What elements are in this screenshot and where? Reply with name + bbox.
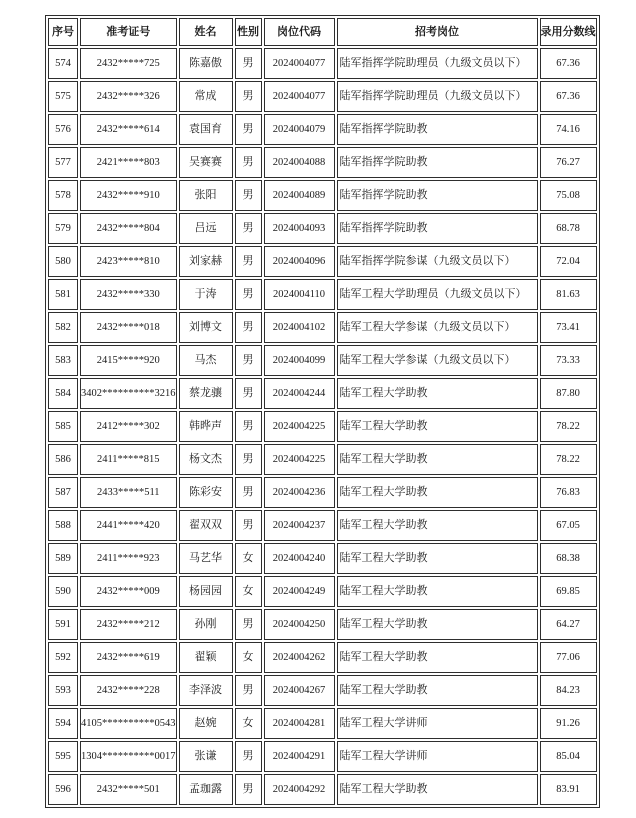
cell-gender: 男 bbox=[235, 114, 262, 145]
cell-score: 67.05 bbox=[540, 510, 597, 541]
cell-exam-id: 2432*****614 bbox=[80, 114, 177, 145]
cell-serial: 596 bbox=[48, 774, 78, 805]
table-row bbox=[48, 114, 597, 145]
cell-name: 马艺华 bbox=[179, 543, 233, 574]
cell-position-code: 2024004089 bbox=[264, 180, 335, 211]
cell-score: 78.22 bbox=[540, 411, 597, 442]
cell-position-code: 2024004237 bbox=[264, 510, 335, 541]
cell-gender: 男 bbox=[235, 213, 262, 244]
table-row bbox=[48, 444, 597, 475]
table-row bbox=[48, 213, 597, 244]
cell-score: 91.26 bbox=[540, 708, 597, 739]
cell-exam-id: 2423*****810 bbox=[80, 246, 177, 277]
table-row bbox=[48, 642, 597, 673]
table-row bbox=[48, 708, 597, 739]
cell-position-code: 2024004077 bbox=[264, 48, 335, 79]
cell-position-code: 2024004281 bbox=[264, 708, 335, 739]
cell-serial: 583 bbox=[48, 345, 78, 376]
cell-exam-id: 2415*****920 bbox=[80, 345, 177, 376]
cell-serial: 579 bbox=[48, 213, 78, 244]
cell-position-code: 2024004292 bbox=[264, 774, 335, 805]
table-row bbox=[48, 609, 597, 640]
table-row bbox=[48, 180, 597, 211]
cell-position-code: 2024004249 bbox=[264, 576, 335, 607]
table-row bbox=[48, 378, 597, 409]
table-row bbox=[48, 345, 597, 376]
header-row bbox=[48, 18, 597, 46]
cell-name: 袁国育 bbox=[179, 114, 233, 145]
cell-score: 73.41 bbox=[540, 312, 597, 343]
cell-position: 陆军工程大学讲师 bbox=[337, 708, 538, 739]
cell-position-code: 2024004267 bbox=[264, 675, 335, 706]
cell-score: 76.27 bbox=[540, 147, 597, 178]
cell-position: 陆军工程大学助教 bbox=[337, 543, 538, 574]
header-position-code: 岗位代码 bbox=[264, 18, 335, 46]
cell-exam-id: 2432*****009 bbox=[80, 576, 177, 607]
header-serial: 序号 bbox=[48, 18, 78, 46]
table-row bbox=[48, 510, 597, 541]
table-header bbox=[48, 18, 597, 46]
cell-exam-id: 3402**********3216 bbox=[80, 378, 177, 409]
cell-score: 64.27 bbox=[540, 609, 597, 640]
cell-exam-id: 2432*****212 bbox=[80, 609, 177, 640]
cell-position-code: 2024004250 bbox=[264, 609, 335, 640]
table-row bbox=[48, 741, 597, 772]
cell-serial: 585 bbox=[48, 411, 78, 442]
cell-position: 陆军工程大学助教 bbox=[337, 411, 538, 442]
cell-gender: 男 bbox=[235, 147, 262, 178]
table-row bbox=[48, 411, 597, 442]
header-name: 姓名 bbox=[179, 18, 233, 46]
table-row bbox=[48, 774, 597, 805]
cell-position: 陆军工程大学助教 bbox=[337, 609, 538, 640]
cell-name: 吕远 bbox=[179, 213, 233, 244]
cell-exam-id: 2441*****420 bbox=[80, 510, 177, 541]
score-table bbox=[45, 15, 600, 808]
header-score: 录用分数线 bbox=[540, 18, 597, 46]
table-body bbox=[48, 48, 597, 805]
cell-position: 陆军工程大学助教 bbox=[337, 444, 538, 475]
cell-serial: 576 bbox=[48, 114, 78, 145]
cell-position: 陆军指挥学院助理员（九级文员以下） bbox=[337, 48, 538, 79]
table-row bbox=[48, 279, 597, 310]
cell-gender: 女 bbox=[235, 708, 262, 739]
cell-gender: 男 bbox=[235, 444, 262, 475]
cell-serial: 586 bbox=[48, 444, 78, 475]
cell-name: 蔡龙骧 bbox=[179, 378, 233, 409]
header-position: 招考岗位 bbox=[337, 18, 538, 46]
cell-gender: 男 bbox=[235, 477, 262, 508]
cell-exam-id: 2411*****923 bbox=[80, 543, 177, 574]
cell-exam-id: 2432*****725 bbox=[80, 48, 177, 79]
cell-serial: 575 bbox=[48, 81, 78, 112]
cell-name: 常成 bbox=[179, 81, 233, 112]
cell-gender: 男 bbox=[235, 279, 262, 310]
cell-score: 67.36 bbox=[540, 48, 597, 79]
cell-position: 陆军工程大学参谋（九级文员以下） bbox=[337, 312, 538, 343]
cell-position-code: 2024004079 bbox=[264, 114, 335, 145]
cell-gender: 男 bbox=[235, 48, 262, 79]
cell-position: 陆军工程大学助理员（九级文员以下） bbox=[337, 279, 538, 310]
cell-name: 孟珈露 bbox=[179, 774, 233, 805]
cell-serial: 581 bbox=[48, 279, 78, 310]
cell-position-code: 2024004262 bbox=[264, 642, 335, 673]
cell-serial: 592 bbox=[48, 642, 78, 673]
cell-exam-id: 2432*****330 bbox=[80, 279, 177, 310]
cell-position: 陆军工程大学讲师 bbox=[337, 741, 538, 772]
cell-exam-id: 4105**********0543 bbox=[80, 708, 177, 739]
cell-score: 73.33 bbox=[540, 345, 597, 376]
cell-position: 陆军工程大学助教 bbox=[337, 378, 538, 409]
cell-name: 杨文杰 bbox=[179, 444, 233, 475]
cell-gender: 男 bbox=[235, 609, 262, 640]
cell-exam-id: 2412*****302 bbox=[80, 411, 177, 442]
cell-score: 72.04 bbox=[540, 246, 597, 277]
cell-exam-id: 2433*****511 bbox=[80, 477, 177, 508]
cell-position: 陆军工程大学助教 bbox=[337, 774, 538, 805]
cell-serial: 580 bbox=[48, 246, 78, 277]
cell-gender: 女 bbox=[235, 642, 262, 673]
cell-name: 马杰 bbox=[179, 345, 233, 376]
cell-position-code: 2024004225 bbox=[264, 444, 335, 475]
cell-position: 陆军工程大学助教 bbox=[337, 642, 538, 673]
cell-serial: 595 bbox=[48, 741, 78, 772]
cell-position-code: 2024004093 bbox=[264, 213, 335, 244]
cell-exam-id: 1304**********0017 bbox=[80, 741, 177, 772]
cell-gender: 男 bbox=[235, 378, 262, 409]
cell-serial: 593 bbox=[48, 675, 78, 706]
cell-score: 85.04 bbox=[540, 741, 597, 772]
cell-exam-id: 2432*****619 bbox=[80, 642, 177, 673]
cell-position: 陆军工程大学参谋（九级文员以下） bbox=[337, 345, 538, 376]
cell-gender: 女 bbox=[235, 576, 262, 607]
cell-name: 陈嘉傲 bbox=[179, 48, 233, 79]
cell-serial: 594 bbox=[48, 708, 78, 739]
cell-gender: 女 bbox=[235, 543, 262, 574]
cell-gender: 男 bbox=[235, 180, 262, 211]
cell-serial: 591 bbox=[48, 609, 78, 640]
cell-score: 75.08 bbox=[540, 180, 597, 211]
cell-gender: 男 bbox=[235, 312, 262, 343]
cell-serial: 589 bbox=[48, 543, 78, 574]
cell-serial: 584 bbox=[48, 378, 78, 409]
cell-position: 陆军工程大学助教 bbox=[337, 477, 538, 508]
cell-position-code: 2024004096 bbox=[264, 246, 335, 277]
cell-name: 赵婉 bbox=[179, 708, 233, 739]
cell-score: 77.06 bbox=[540, 642, 597, 673]
table-row bbox=[48, 81, 597, 112]
cell-score: 78.22 bbox=[540, 444, 597, 475]
cell-name: 张谦 bbox=[179, 741, 233, 772]
cell-name: 张阳 bbox=[179, 180, 233, 211]
table-row bbox=[48, 477, 597, 508]
cell-score: 69.85 bbox=[540, 576, 597, 607]
cell-serial: 588 bbox=[48, 510, 78, 541]
cell-name: 孙刚 bbox=[179, 609, 233, 640]
cell-name: 刘博文 bbox=[179, 312, 233, 343]
cell-position-code: 2024004225 bbox=[264, 411, 335, 442]
cell-serial: 587 bbox=[48, 477, 78, 508]
cell-exam-id: 2432*****804 bbox=[80, 213, 177, 244]
cell-position: 陆军工程大学助教 bbox=[337, 675, 538, 706]
cell-position-code: 2024004236 bbox=[264, 477, 335, 508]
cell-position-code: 2024004240 bbox=[264, 543, 335, 574]
cell-exam-id: 2432*****228 bbox=[80, 675, 177, 706]
cell-serial: 582 bbox=[48, 312, 78, 343]
table-row bbox=[48, 147, 597, 178]
cell-serial: 590 bbox=[48, 576, 78, 607]
table-row bbox=[48, 246, 597, 277]
cell-gender: 男 bbox=[235, 345, 262, 376]
cell-position: 陆军指挥学院助教 bbox=[337, 213, 538, 244]
table-row bbox=[48, 312, 597, 343]
cell-name: 刘家赫 bbox=[179, 246, 233, 277]
table-row bbox=[48, 675, 597, 706]
cell-exam-id: 2432*****326 bbox=[80, 81, 177, 112]
table-row bbox=[48, 543, 597, 574]
cell-name: 李泽波 bbox=[179, 675, 233, 706]
cell-position-code: 2024004110 bbox=[264, 279, 335, 310]
cell-gender: 男 bbox=[235, 774, 262, 805]
cell-position: 陆军指挥学院助教 bbox=[337, 180, 538, 211]
cell-position: 陆军工程大学助教 bbox=[337, 576, 538, 607]
cell-position-code: 2024004244 bbox=[264, 378, 335, 409]
cell-score: 81.63 bbox=[540, 279, 597, 310]
cell-exam-id: 2432*****910 bbox=[80, 180, 177, 211]
cell-serial: 574 bbox=[48, 48, 78, 79]
cell-name: 吴赛赛 bbox=[179, 147, 233, 178]
cell-gender: 男 bbox=[235, 411, 262, 442]
cell-position: 陆军指挥学院参谋（九级文员以下） bbox=[337, 246, 538, 277]
cell-exam-id: 2411*****815 bbox=[80, 444, 177, 475]
cell-gender: 男 bbox=[235, 81, 262, 112]
cell-gender: 男 bbox=[235, 741, 262, 772]
cell-score: 84.23 bbox=[540, 675, 597, 706]
cell-position-code: 2024004088 bbox=[264, 147, 335, 178]
cell-position-code: 2024004102 bbox=[264, 312, 335, 343]
cell-name: 杨园园 bbox=[179, 576, 233, 607]
cell-score: 68.38 bbox=[540, 543, 597, 574]
cell-gender: 男 bbox=[235, 510, 262, 541]
cell-name: 于涛 bbox=[179, 279, 233, 310]
cell-position-code: 2024004077 bbox=[264, 81, 335, 112]
cell-exam-id: 2432*****018 bbox=[80, 312, 177, 343]
cell-name: 陈彩安 bbox=[179, 477, 233, 508]
cell-score: 76.83 bbox=[540, 477, 597, 508]
cell-gender: 男 bbox=[235, 246, 262, 277]
cell-position: 陆军指挥学院助教 bbox=[337, 147, 538, 178]
cell-name: 韩晔声 bbox=[179, 411, 233, 442]
cell-position: 陆军工程大学助教 bbox=[337, 510, 538, 541]
cell-score: 74.16 bbox=[540, 114, 597, 145]
cell-exam-id: 2421*****803 bbox=[80, 147, 177, 178]
cell-score: 83.91 bbox=[540, 774, 597, 805]
cell-name: 翟双双 bbox=[179, 510, 233, 541]
table-row bbox=[48, 576, 597, 607]
cell-name: 翟颖 bbox=[179, 642, 233, 673]
cell-exam-id: 2432*****501 bbox=[80, 774, 177, 805]
cell-score: 67.36 bbox=[540, 81, 597, 112]
cell-gender: 男 bbox=[235, 675, 262, 706]
cell-serial: 577 bbox=[48, 147, 78, 178]
cell-position-code: 2024004291 bbox=[264, 741, 335, 772]
cell-score: 68.78 bbox=[540, 213, 597, 244]
table-row bbox=[48, 48, 597, 79]
cell-position: 陆军指挥学院助理员（九级文员以下） bbox=[337, 81, 538, 112]
header-exam-id: 准考证号 bbox=[80, 18, 177, 46]
cell-score: 87.80 bbox=[540, 378, 597, 409]
cell-position-code: 2024004099 bbox=[264, 345, 335, 376]
header-gender: 性别 bbox=[235, 18, 262, 46]
cell-position: 陆军指挥学院助教 bbox=[337, 114, 538, 145]
cell-serial: 578 bbox=[48, 180, 78, 211]
